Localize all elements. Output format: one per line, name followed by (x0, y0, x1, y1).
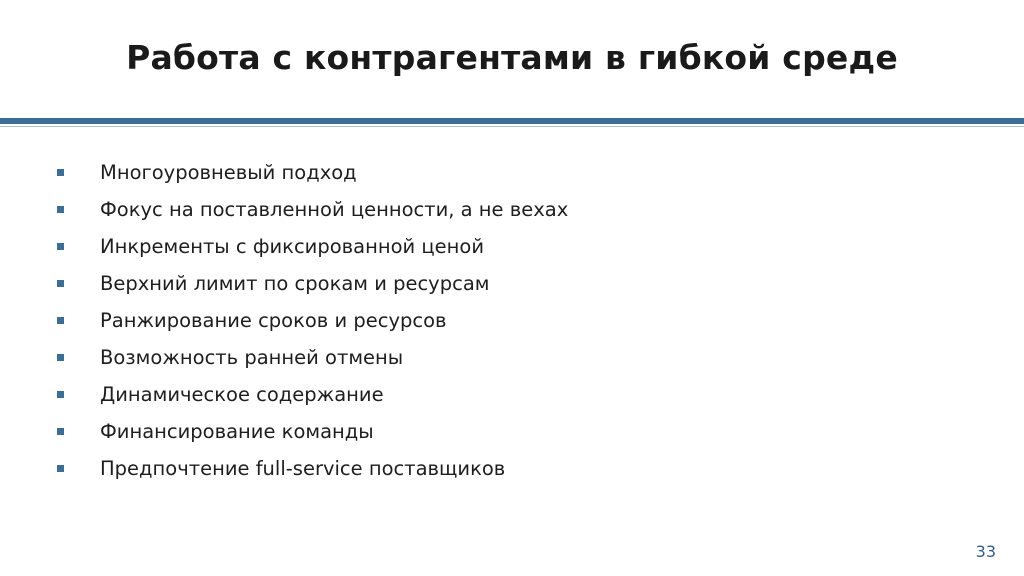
square-bullet-icon (57, 280, 64, 287)
bullet-item (57, 450, 568, 487)
square-bullet-icon (57, 465, 64, 472)
square-bullet-icon (57, 206, 64, 213)
bullet-item (57, 376, 568, 413)
bullet-text: Ранжирование сроков и ресурсов (100, 309, 447, 332)
square-bullet-icon (57, 354, 64, 361)
bullet-item (57, 413, 568, 450)
bullet-text: Фокус на поставленной ценности, а не вехах (100, 198, 569, 221)
square-bullet-icon (57, 317, 64, 324)
bullet-item (57, 265, 568, 302)
bullet-text: Инкременты с фиксированной ценой (100, 235, 485, 258)
title-divider (0, 118, 1024, 124)
bullet-text: Финансирование команды (100, 420, 374, 443)
bullet-text: Верхний лимит по срокам и ресурсам (100, 272, 490, 295)
bullet-text: Возможность ранней отмены (100, 346, 404, 369)
page-number: 33 (975, 542, 996, 561)
slide-title: Работа с контрагентами в гибкой среде (126, 38, 898, 77)
bullet-item (57, 228, 568, 265)
bullet-list (57, 154, 568, 487)
square-bullet-icon (57, 169, 64, 176)
square-bullet-icon (57, 243, 64, 250)
square-bullet-icon (57, 391, 64, 398)
bullet-text: Многоуровневый подход (100, 161, 357, 184)
bullet-item (57, 191, 568, 228)
bullet-item (57, 302, 568, 339)
bullet-text: Динамическое содержание (100, 383, 384, 406)
bullet-item (57, 154, 568, 191)
bullet-item (57, 339, 568, 376)
bullet-text: Предпочтение full-service поставщиков (100, 457, 506, 480)
square-bullet-icon (57, 428, 64, 435)
title-divider-thin (0, 126, 1024, 127)
